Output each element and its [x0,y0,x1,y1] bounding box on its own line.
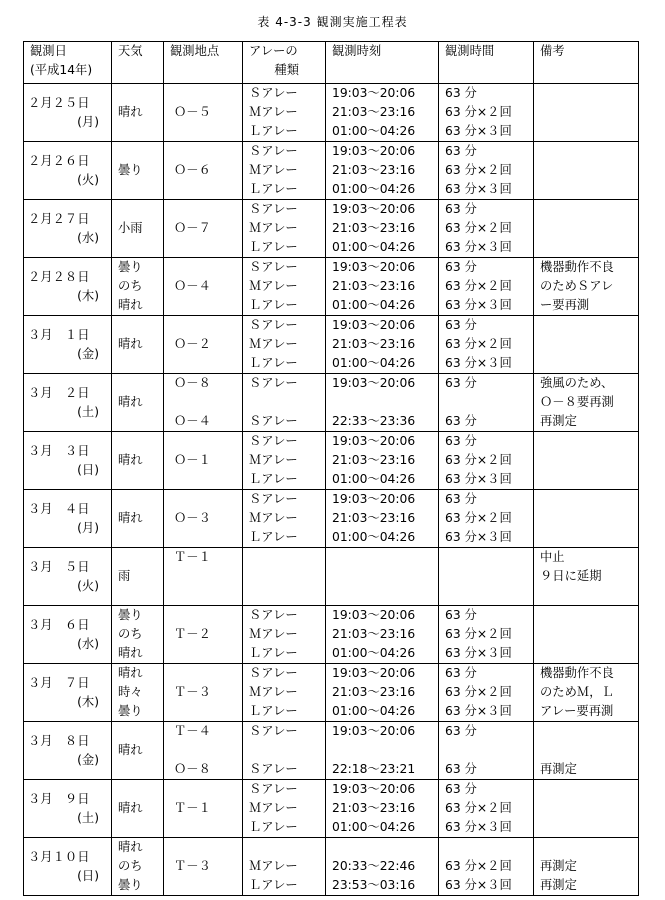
array-cell: Ｓアレー Ｍアレー Ｌアレー [243,432,326,490]
table-row [24,200,639,258]
duration-cell [439,548,534,606]
date-cell: ３月 ８日 (金) [24,722,112,780]
table-row [24,432,639,490]
location-cell: Ｔ－３ [164,838,243,896]
time-cell [326,548,439,606]
time-cell: 19:03～20:06 21:03～23:16 01:00～04:26 [326,200,439,258]
duration-cell: 63 分 63 分×２回 63 分×３回 [439,142,534,200]
time-cell: 19:03～20:06 21:03～23:16 01:00～04:26 [326,258,439,316]
remarks-cell [534,84,639,142]
time-cell: 19:03～20:06 21:03～23:16 01:00～04:26 [326,490,439,548]
array-cell: Ｓアレー Ｍアレー Ｌアレー [243,258,326,316]
header-location: 観測地点 [164,42,243,84]
location-cell: Ｏ－６ [164,142,243,200]
table-row [24,142,639,200]
location-cell: Ｏ－５ [164,84,243,142]
array-cell [243,548,326,606]
weather-cell: 晴れ [112,722,164,780]
array-cell: Ｍアレー Ｌアレー [243,838,326,896]
time-cell: 19:03～20:06 22:33～23:36 [326,374,439,432]
weather-cell: 晴れ [112,316,164,374]
time-cell: 19:03～20:06 21:03～23:16 01:00～04:26 [326,142,439,200]
array-cell: Ｓアレー Ｍアレー Ｌアレー [243,316,326,374]
time-cell: 19:03～20:06 21:03～23:16 01:00～04:26 [326,432,439,490]
remarks-cell [534,432,639,490]
location-cell: Ｏ－１ [164,432,243,490]
weather-cell: 小雨 [112,200,164,258]
date-cell: ２月２７日 (水) [24,200,112,258]
remarks-cell: 再測定 [534,722,639,780]
date-cell: ３月 ２日 (土) [24,374,112,432]
table-row [24,258,639,316]
date-cell: ２月２６日 (火) [24,142,112,200]
time-cell: 20:33～22:46 23:53～03:16 [326,838,439,896]
array-cell: Ｓアレー Ｍアレー Ｌアレー [243,780,326,838]
date-cell: ３月１０日 (日) [24,838,112,896]
location-cell: Ｔ－４ Ｏ－８ [164,722,243,780]
remarks-cell [534,316,639,374]
remarks-cell [534,780,639,838]
location-cell: Ｏ－７ [164,200,243,258]
remarks-cell [534,490,639,548]
location-cell: Ｔ－３ [164,664,243,722]
header-row [24,42,639,84]
time-cell: 19:03～20:06 21:03～23:16 01:00～04:26 [326,606,439,664]
location-cell: Ｏ－４ [164,258,243,316]
weather-cell: 晴れ [112,780,164,838]
table-row [24,838,639,896]
location-cell: Ｔ－１ [164,780,243,838]
duration-cell: 63 分×２回 63 分×３回 [439,838,534,896]
header-weather: 天気 [112,42,164,84]
weather-cell: 晴れ [112,84,164,142]
header-time: 観測時刻 [326,42,439,84]
array-cell: Ｓアレー Ｍアレー Ｌアレー [243,606,326,664]
array-cell: Ｓアレー Ｍアレー Ｌアレー [243,664,326,722]
remarks-cell: 再測定 再測定 [534,838,639,896]
array-cell: Ｓアレー Ｓアレー [243,722,326,780]
table-title: 表 4-3-3 観測実施工程表 [257,15,408,29]
weather-cell: 晴れ [112,490,164,548]
weather-cell: 晴れ 時々 曇り [112,664,164,722]
remarks-cell: 機器動作不良 のためＳアレ ー要再測 [534,258,639,316]
remarks-cell: 中止 ９日に延期 [534,548,639,606]
array-cell: Ｓアレー Ｓアレー [243,374,326,432]
table-row [24,374,639,432]
array-cell: Ｓアレー Ｍアレー Ｌアレー [243,142,326,200]
table-row [24,664,639,722]
date-cell: ３月 ５日 (火) [24,548,112,606]
duration-cell: 63 分 63 分×２回 63 分×３回 [439,258,534,316]
weather-cell: 晴れ [112,432,164,490]
duration-cell: 63 分 63 分×２回 63 分×３回 [439,200,534,258]
date-cell: ３月 ３日 (日) [24,432,112,490]
array-cell: Ｓアレー Ｍアレー Ｌアレー [243,84,326,142]
date-cell: ２月２５日 (月) [24,84,112,142]
location-cell: Ｏ－２ [164,316,243,374]
schedule-table [23,41,639,896]
array-cell: Ｓアレー Ｍアレー Ｌアレー [243,490,326,548]
table-row [24,722,639,780]
table-row [24,84,639,142]
date-cell: ３月 ４日 (月) [24,490,112,548]
time-cell: 19:03～20:06 21:03～23:16 01:00～04:26 [326,316,439,374]
duration-cell: 63 分 63 分×２回 63 分×３回 [439,316,534,374]
array-cell: Ｓアレー Ｍアレー Ｌアレー [243,200,326,258]
duration-cell: 63 分 63 分×２回 63 分×３回 [439,780,534,838]
remarks-cell [534,200,639,258]
remarks-cell [534,142,639,200]
location-cell: Ｏ－８ Ｏ－４ [164,374,243,432]
table-row [24,490,639,548]
table-row [24,548,639,606]
date-cell: ３月 ７日 (木) [24,664,112,722]
duration-cell: 63 分 63 分×２回 63 分×３回 [439,664,534,722]
date-cell: ２月２８日 (木) [24,258,112,316]
time-cell: 19:03～20:06 22:18～23:21 [326,722,439,780]
header-duration: 観測時間 [439,42,534,84]
weather-cell: 曇り [112,142,164,200]
time-cell: 19:03～20:06 21:03～23:16 01:00～04:26 [326,84,439,142]
duration-cell: 63 分 63 分×２回 63 分×３回 [439,490,534,548]
location-cell: Ｏ－３ [164,490,243,548]
remarks-cell [534,606,639,664]
date-cell: ３月 ９日 (土) [24,780,112,838]
weather-cell: 曇り のち 晴れ [112,606,164,664]
duration-cell: 63 分 63 分×２回 63 分×３回 [439,432,534,490]
location-cell: Ｔ－２ [164,606,243,664]
duration-cell: 63 分 63 分×２回 63 分×３回 [439,84,534,142]
remarks-cell: 強風のため、 Ｏ－８要再測 再測定 [534,374,639,432]
weather-cell: 晴れ のち 曇り [112,838,164,896]
weather-cell: 雨 [112,548,164,606]
date-cell: ３月 ６日 (水) [24,606,112,664]
table-row [24,316,639,374]
header-date: 観測日 (平成14年) [24,42,112,84]
table-row [24,780,639,838]
duration-cell: 63 分 63 分 [439,722,534,780]
weather-cell: 晴れ [112,374,164,432]
header-remarks: 備考 [534,42,639,84]
duration-cell: 63 分 63 分×２回 63 分×３回 [439,606,534,664]
duration-cell: 63 分 63 分 [439,374,534,432]
header-array: アレーの 種類 [243,42,326,84]
date-cell: ３月 １日 (金) [24,316,112,374]
time-cell: 19:03～20:06 21:03～23:16 01:00～04:26 [326,664,439,722]
remarks-cell: 機器動作不良 のためＭ，Ｌ アレー要再測 [534,664,639,722]
location-cell: Ｔ－１ [164,548,243,606]
time-cell: 19:03～20:06 21:03～23:16 01:00～04:26 [326,780,439,838]
table-row [24,606,639,664]
weather-cell: 曇り のち 晴れ [112,258,164,316]
